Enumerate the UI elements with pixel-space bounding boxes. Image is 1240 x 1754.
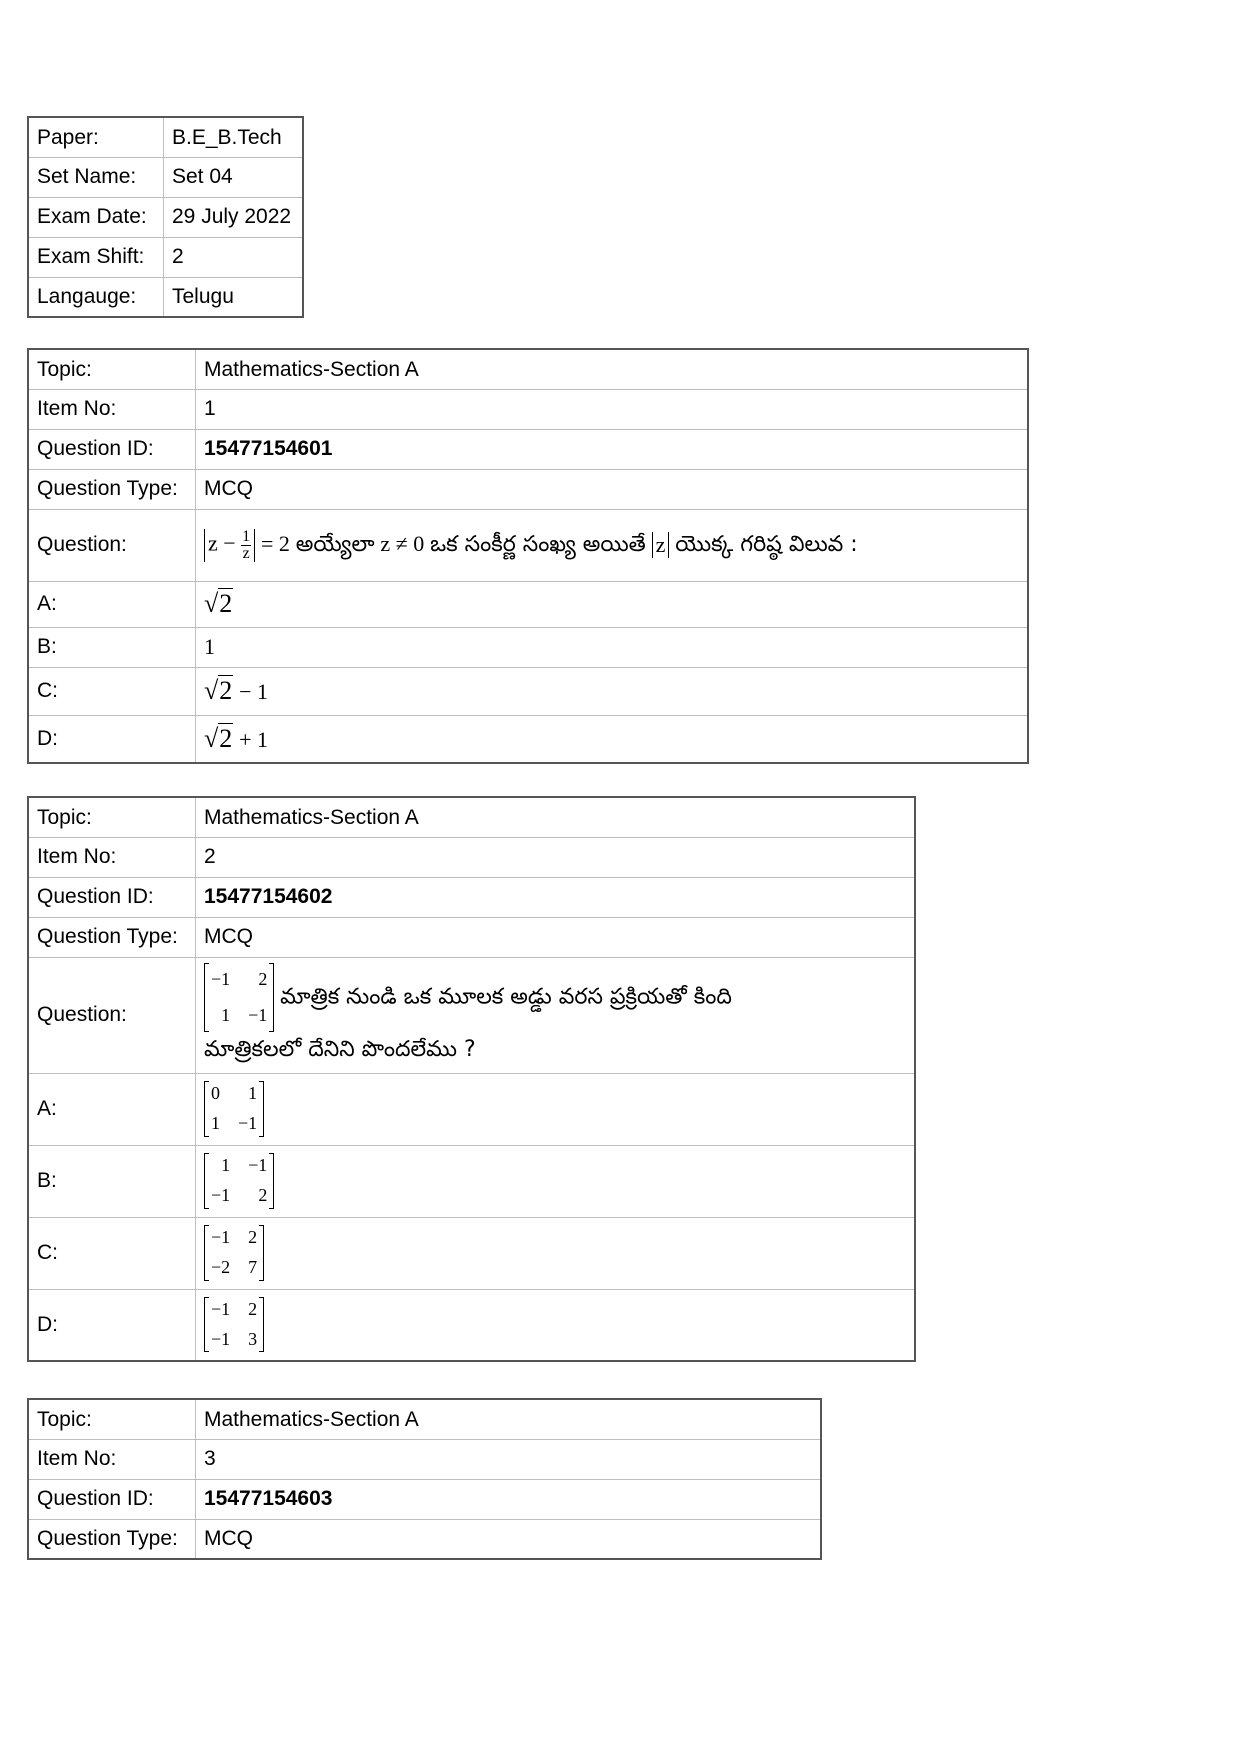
item-value: 2 — [196, 837, 916, 877]
qid-value: 15477154603 — [196, 1479, 822, 1519]
meta-value: 2 — [164, 237, 304, 277]
option-d — [196, 1289, 916, 1361]
option-c: √2 − 1 — [196, 667, 1029, 715]
option-b — [196, 1145, 916, 1217]
matrix-cell: −1 — [211, 1328, 231, 1349]
matrix-cell: 2 — [248, 1227, 258, 1248]
option-a-radicand: 2 — [219, 589, 233, 619]
qtype-value: MCQ — [196, 469, 1029, 509]
meta-label: Exam Date: — [28, 197, 164, 237]
qtype-value: MCQ — [196, 1519, 822, 1559]
question-text — [196, 509, 1029, 581]
question-2-table — [27, 796, 916, 1362]
topic-label: Topic: — [28, 1399, 196, 1439]
topic-value: Mathematics-Section A — [196, 349, 1029, 389]
option-d-rest: + 1 — [239, 727, 269, 753]
matrix-cell: −1 — [238, 1113, 258, 1133]
topic-label: Topic: — [28, 797, 196, 837]
option-d-matrix — [204, 1297, 264, 1352]
question-text — [196, 957, 916, 1073]
topic-label: Topic: — [28, 349, 196, 389]
matrix-cell: 7 — [248, 1257, 258, 1277]
question-telugu-2: ఒక సంకీర్ణ సంఖ్య అయితే — [430, 531, 646, 557]
meta-label: Langauge: — [28, 277, 164, 317]
option-c-label: C: — [28, 667, 196, 715]
meta-value: Telugu — [164, 277, 304, 317]
matrix-cell: 2 — [258, 1185, 268, 1205]
question-label: Question: — [28, 509, 196, 581]
option-d-radicand: 2 — [219, 724, 233, 754]
option-b-label: B: — [28, 1145, 196, 1217]
topic-value: Mathematics-Section A — [196, 1399, 822, 1439]
meta-label: Exam Shift: — [28, 237, 164, 277]
question-3-table — [27, 1398, 822, 1560]
qid-label: Question ID: — [28, 1479, 196, 1519]
expr-rhs: = 2 — [261, 530, 290, 556]
matrix-cell: 3 — [248, 1328, 258, 1349]
matrix-cell: 1 — [248, 1083, 258, 1104]
question-label: Question: — [28, 957, 196, 1073]
option-c-label: C: — [28, 1217, 196, 1289]
matrix-cell: 1 — [221, 1155, 231, 1176]
matrix-cell: −1 — [211, 1299, 231, 1320]
option-d-label: D: — [28, 1289, 196, 1361]
option-a: √2 — [196, 581, 1029, 627]
topic-value: Mathematics-Section A — [196, 797, 916, 837]
matrix-cell: 0 — [211, 1083, 220, 1104]
matrix-cell: −1 — [211, 968, 231, 989]
qtype-label: Question Type: — [28, 1519, 196, 1559]
question-telugu-3: యొక్క గరిష్ఠ విలువ : — [675, 531, 858, 557]
qid-value: 15477154601 — [196, 429, 1029, 469]
frac-num: 1 — [242, 527, 251, 545]
matrix-cell: −1 — [211, 1185, 231, 1205]
question-telugu-2: మాత్రికలలో దేనిని పొందలేము ? — [204, 1037, 476, 1063]
abs-z: z — [652, 532, 670, 558]
frac-den: z — [242, 544, 250, 562]
qtype-value: MCQ — [196, 917, 916, 957]
item-label: Item No: — [28, 389, 196, 429]
condition: z ≠ 0 — [380, 530, 425, 556]
option-a-label: A: — [28, 581, 196, 627]
option-c-matrix — [204, 1225, 264, 1280]
question-1-table — [27, 348, 1029, 764]
qtype-label: Question Type: — [28, 917, 196, 957]
meta-value: Set 04 — [164, 157, 304, 197]
item-label: Item No: — [28, 837, 196, 877]
option-c — [196, 1217, 916, 1289]
option-a-matrix — [204, 1081, 264, 1136]
option-c-rest: − 1 — [239, 679, 269, 705]
qtype-label: Question Type: — [28, 469, 196, 509]
matrix-cell: −1 — [248, 1155, 268, 1176]
meta-value: 29 July 2022 — [164, 197, 304, 237]
matrix-cell: 1 — [221, 1005, 231, 1026]
option-c-radicand: 2 — [219, 676, 233, 706]
meta-value: B.E_B.Tech — [164, 117, 304, 157]
qid-value: 15477154602 — [196, 877, 916, 917]
abs-expression — [204, 529, 255, 562]
question-matrix — [204, 963, 274, 1033]
matrix-cell: 2 — [248, 1299, 258, 1320]
question-telugu-1: మాత్రిక నుండి ఒక మూలక అడ్డు వరస ప్రక్రియతో కింది — [280, 983, 732, 1009]
option-b-matrix — [204, 1153, 274, 1208]
meta-label: Set Name: — [28, 157, 164, 197]
matrix-cell: 1 — [211, 1113, 220, 1133]
fraction — [241, 529, 251, 562]
expr-lhs: z − — [208, 530, 236, 556]
item-value: 3 — [196, 1439, 822, 1479]
option-b: 1 — [196, 627, 1029, 667]
exam-meta-table — [27, 116, 304, 318]
option-d-label: D: — [28, 715, 196, 763]
item-label: Item No: — [28, 1439, 196, 1479]
matrix-cell: −1 — [248, 1005, 268, 1026]
option-a-label: A: — [28, 1073, 196, 1145]
option-a — [196, 1073, 916, 1145]
option-b-label: B: — [28, 627, 196, 667]
matrix-cell: −2 — [211, 1257, 231, 1277]
matrix-cell: −1 — [211, 1227, 231, 1248]
qid-label: Question ID: — [28, 429, 196, 469]
item-value: 1 — [196, 389, 1029, 429]
meta-label: Paper: — [28, 117, 164, 157]
question-telugu-1: అయ్యేలా — [295, 531, 375, 557]
qid-label: Question ID: — [28, 877, 196, 917]
option-d: √2 + 1 — [196, 715, 1029, 763]
matrix-cell: 2 — [258, 968, 268, 989]
